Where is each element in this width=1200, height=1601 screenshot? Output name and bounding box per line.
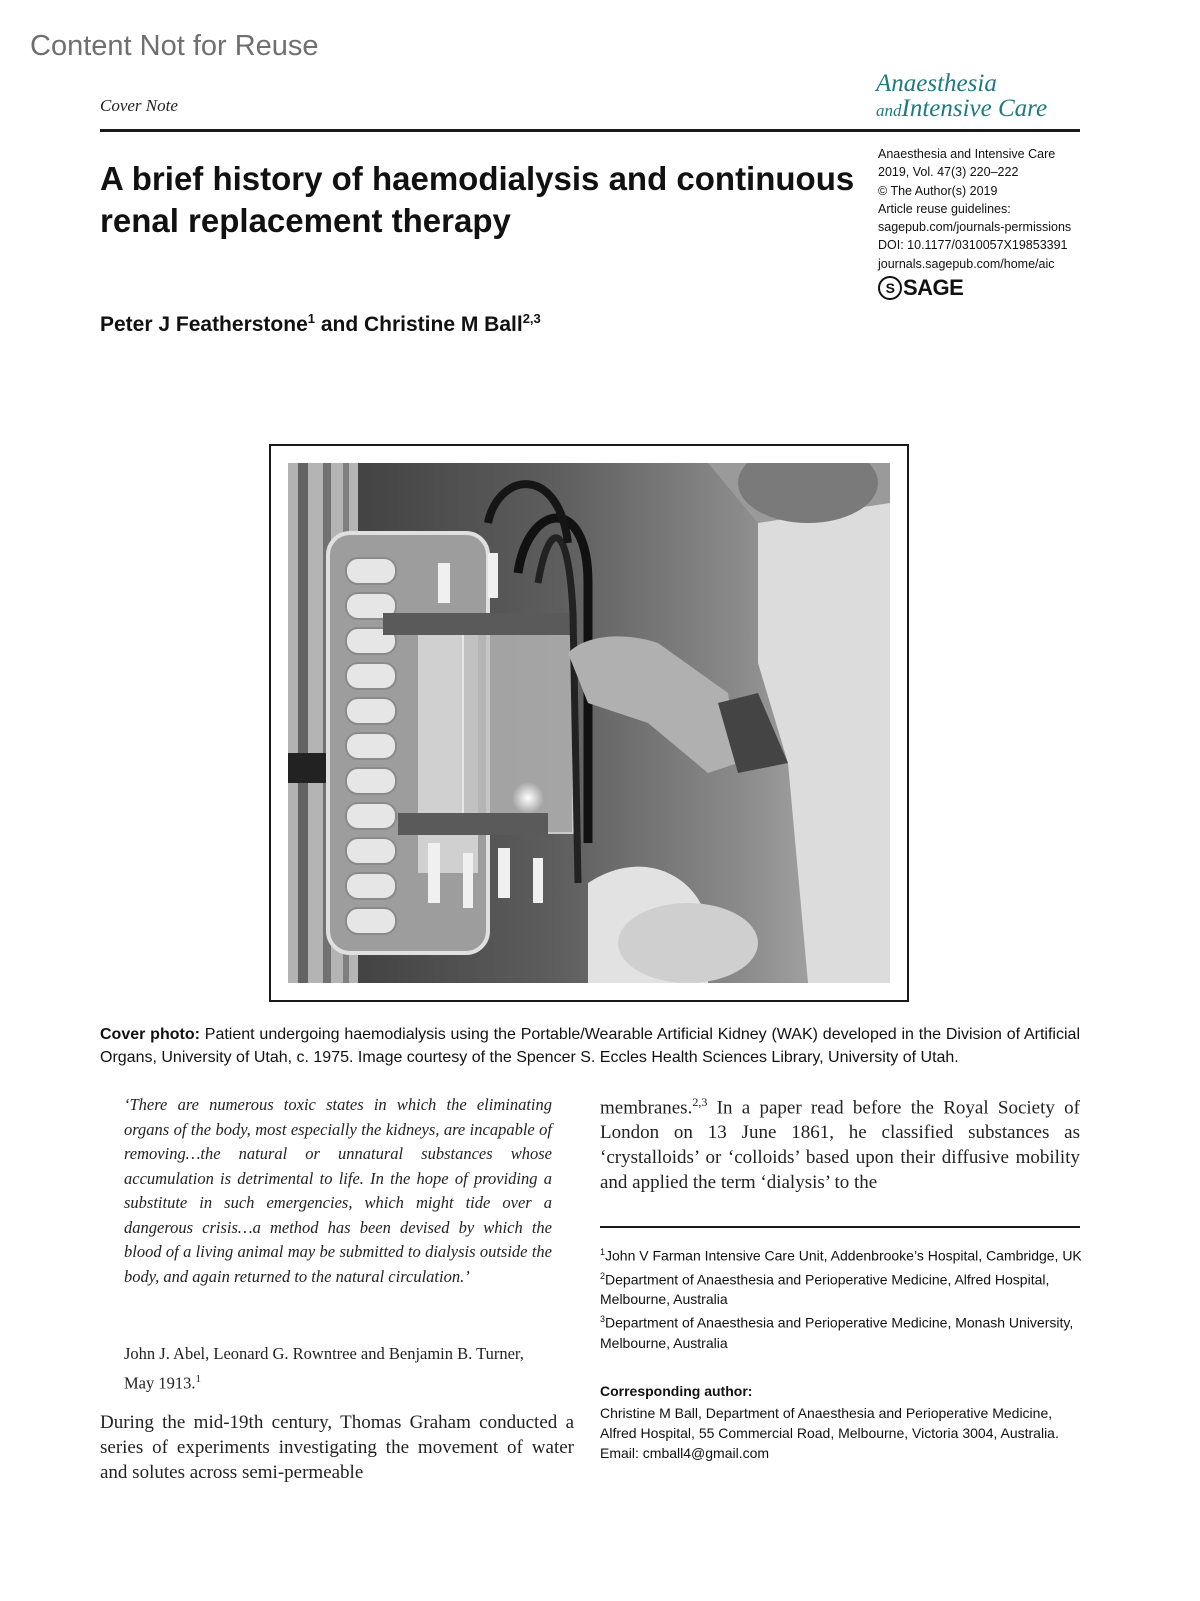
- journal-logo-line2: [876, 96, 1047, 123]
- cover-photo: [288, 463, 890, 983]
- affiliation-item: [600, 1309, 1090, 1353]
- author-joiner: and: [314, 313, 364, 336]
- article-meta: [878, 145, 1071, 273]
- body-right-rest: In a paper read before the Royal Society of London on 13 June 1861, he classified substances as ‘crystalloids’ or ‘colloids’ based upon their diffusive mobility and applied the term ‘dialysis’ to the: [600, 1097, 1080, 1194]
- affiliations: [600, 1242, 1090, 1353]
- affiliation-number: 3: [600, 1314, 606, 1325]
- publisher-name: SAGE: [903, 275, 964, 300]
- affiliation-text: John V Farman Intensive Care Unit, Addenbrooke’s Hospital, Cambridge, UK: [605, 1247, 1082, 1264]
- author-1: Peter J Featherstone: [100, 313, 308, 336]
- author-2: Christine M Ball: [364, 313, 523, 336]
- journal-logo-line1: Anaesthesia: [876, 70, 997, 97]
- epigraph-citation-ref[interactable]: 1: [195, 1372, 201, 1385]
- corresponding-author: [600, 1403, 1090, 1463]
- meta-reuse-link[interactable]: sagepub.com/journals-permissions: [878, 220, 1072, 235]
- body-right-start: membranes.: [600, 1097, 693, 1119]
- affiliation-text: Department of Anaesthesia and Perioperative Medicine, Alfred Hospital, Melbourne, Australia: [600, 1271, 1050, 1308]
- author-2-affil: 2,3: [522, 311, 541, 326]
- meta-doi[interactable]: DOI: 10.1177/0310057X19853391: [878, 238, 1068, 253]
- journal-logo-name: Intensive Care: [901, 95, 1048, 122]
- affiliation-item: [600, 1242, 1090, 1266]
- affiliation-item: [600, 1266, 1090, 1310]
- cover-photo-frame: [269, 444, 909, 1002]
- corresponding-author-label: Corresponding author:: [600, 1383, 753, 1399]
- publisher-logo: [878, 275, 963, 301]
- meta-reuse-label: Article reuse guidelines:: [878, 201, 1011, 216]
- header-rule: [100, 129, 1080, 132]
- author-1-affil: 1: [307, 311, 315, 326]
- journal-logo: [876, 71, 1047, 123]
- body-right-ref[interactable]: 2,3: [692, 1095, 708, 1109]
- affiliation-text: Department of Anaesthesia and Perioperative Medicine, Monash University, Melbourne, Australia: [600, 1314, 1074, 1351]
- section-label: Cover Note: [100, 96, 178, 115]
- footnote-rule: [600, 1226, 1080, 1228]
- cover-caption: [100, 1023, 1080, 1069]
- meta-journal: Anaesthesia and Intensive Care: [878, 147, 1056, 161]
- corresponding-author-address: Christine M Ball, Department of Anaesthesia and Perioperative Medicine, Alfred Hospital, 55 Commercial Road, Melbourne, Victoria 3004, Australia.: [600, 1405, 1059, 1441]
- affiliation-number: 2: [600, 1270, 606, 1281]
- sage-logo-icon: S: [878, 276, 902, 300]
- meta-copyright: © The Author(s) 2019: [878, 183, 998, 198]
- watermark: Content Not for Reuse: [30, 30, 319, 62]
- epigraph-citation: [124, 1342, 552, 1396]
- meta-journal-link[interactable]: journals.sagepub.com/home/aic: [878, 256, 1055, 271]
- corresponding-author-email[interactable]: Email: cmball4@gmail.com: [600, 1445, 770, 1461]
- meta-volume: 2019, Vol. 47(3) 220–222: [878, 165, 1019, 180]
- body-text-left: During the mid-19th century, Thomas Graham conducted a series of experiments investigating the movement of water and solutes across semi-permeable: [100, 1412, 574, 1483]
- article-title: A brief history of haemodialysis and continuous renal replacement therapy: [100, 160, 855, 239]
- author-list: [100, 311, 541, 337]
- cover-caption-text: Patient undergoing haemodialysis using the Portable/Wearable Artificial Kidney (WAK) developed in the Division of Artificial Organs, University of Utah, c. 1975. Image courtesy of the Spencer S. Eccles Health Sciences Library, University of Utah.: [100, 1026, 1080, 1066]
- body-text-right: [600, 1090, 1080, 1195]
- journal-logo-and: and: [876, 101, 902, 120]
- epigraph-citation-text: John J. Abel, Leonard G. Rowntree and Benjamin B. Turner, May 1913.: [124, 1344, 524, 1392]
- epigraph-quote: ‘There are numerous toxic states in which the eliminating organs of the body, most especially the kidneys, are incapable of removing…the natural or unnatural substances whose accumulation is detrimental to life. In the hope of providing a substitute in such emergencies, which might tide over a dangerous crisis…a method has been devised by which the blood of a living animal may be submitted to dialysis outside the body, and again returned to the natural circulation.’: [124, 1095, 552, 1286]
- cover-caption-label: Cover photo:: [100, 1026, 200, 1043]
- affiliation-number: 1: [600, 1247, 606, 1257]
